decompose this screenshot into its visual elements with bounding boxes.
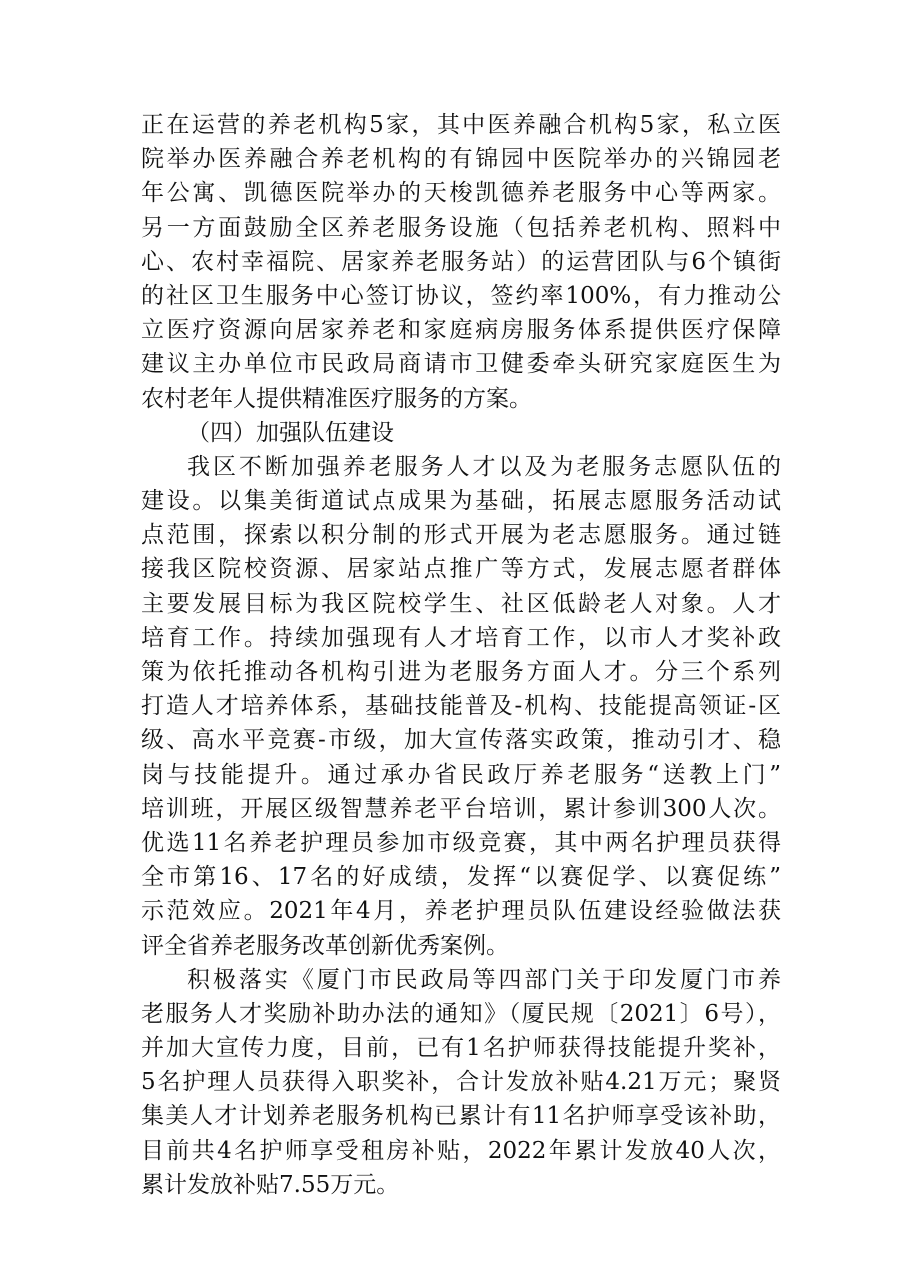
text-line: 年公寓、凯德医院举办的天梭凯德养老服务中心等两家。 <box>141 180 781 207</box>
text-line: 全市第16、17名的好成绩，发挥“以赛促学、以赛促练” <box>141 864 781 891</box>
text-line: 的社区卫生服务中心签订协议，签约率100%，有力推动公 <box>141 282 781 309</box>
text-line: 累计发放补贴7.55万元。 <box>141 1171 400 1198</box>
text-line: 我区不断加强养老服务人才以及为老服务志愿队伍的 <box>187 453 781 480</box>
text-line: 立医疗资源向居家养老和家庭病房服务体系提供医疗保障 <box>141 317 781 344</box>
text-line: 另一方面鼓励全区养老服务设施（包括养老机构、照料中 <box>141 214 781 241</box>
document-body <box>141 108 781 1202</box>
text-line: 打造人才培养体系，基础技能普及-机构、技能提高领证-区 <box>141 693 781 720</box>
text-line: 级、高水平竞赛-市级，加大宣传落实政策，推动引才、稳 <box>141 727 781 754</box>
text-line: 评全省养老服务改革创新优秀案例。 <box>141 932 509 959</box>
text-line: 农村老年人提供精准医疗服务的方案。 <box>141 385 532 412</box>
text-line: 培训班，开展区级智慧养老平台培训，累计参训300人次。 <box>141 795 781 822</box>
text-line: 示范效应。2021年4月，养老护理员队伍建设经验做法获 <box>141 898 781 925</box>
text-line: 院举办医养融合养老机构的有锦园中医院举办的兴锦园老 <box>141 146 781 173</box>
text-line: 目前共4名护师享受租房补贴，2022年累计发放40人次， <box>141 1137 781 1164</box>
text-line: 5名护理人员获得入职奖补，合计发放补贴4.21万元；聚贤 <box>141 1069 781 1096</box>
text-line: 策为依托推动各机构引进为老服务方面人才。分三个系列 <box>141 659 781 685</box>
section-heading: （四）加强队伍建设 <box>187 419 394 446</box>
text-line: 主要发展目标为我区院校学生、社区低龄老人对象。人才 <box>141 590 781 617</box>
text-line: 培育工作。持续加强现有人才培育工作，以市人才奖补政 <box>141 624 781 651</box>
text-line: 心、农村幸福院、居家养老服务站）的运营团队与6个镇街 <box>141 248 781 275</box>
text-line: 岗与技能提升。通过承办省民政厅养老服务“送教上门” <box>141 761 781 788</box>
text-line: 老服务人才奖励补助办法的通知》（厦民规〔2021〕6号）， <box>141 1000 781 1027</box>
text-line: 建议主办单位市民政局商请市卫健委牵头研究家庭医生为 <box>141 351 781 378</box>
text-line: 优选11名养老护理员参加市级竞赛，其中两名护理员获得 <box>141 829 781 856</box>
text-line: 正在运营的养老机构5家，其中医养融合机构5家，私立医 <box>141 112 781 138</box>
text-line: 接我区院校资源、居家站点推广等方式，发展志愿者群体 <box>141 556 781 583</box>
text-line: 点范围，探索以积分制的形式开展为老志愿服务。通过链 <box>141 522 781 549</box>
text-line: 集美人才计划养老服务机构已累计有11名护师享受该补助， <box>141 1103 781 1130</box>
text-line: 并加大宣传力度，目前，已有1名护师获得技能提升奖补， <box>141 1035 781 1062</box>
text-line: 积极落实《厦门市民政局等四部门关于印发厦门市养 <box>187 966 781 993</box>
text-line: 建设。以集美街道试点成果为基础，拓展志愿服务活动试 <box>141 488 781 515</box>
